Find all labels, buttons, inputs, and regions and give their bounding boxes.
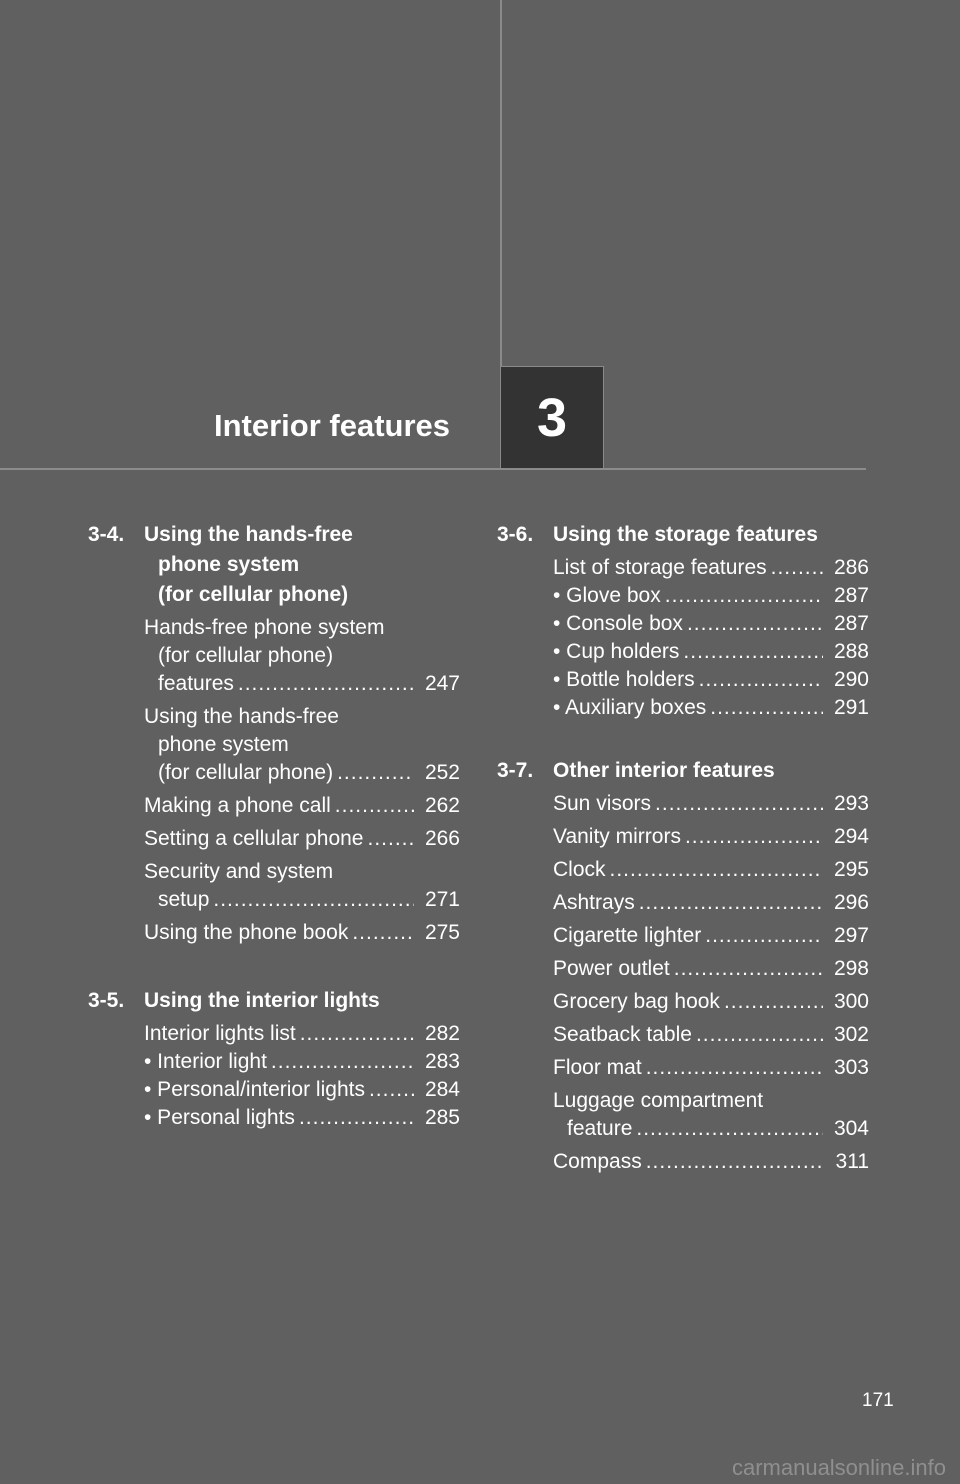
toc-entries [88, 1016, 460, 1132]
leader-dots [683, 638, 823, 666]
entry-label: Compass [553, 1150, 642, 1173]
entry-page-number: 275 [424, 921, 460, 944]
leader-dots [610, 856, 823, 884]
toc-right-column [497, 520, 869, 1181]
entry-label: Sun visors [553, 792, 652, 815]
leader-dots [646, 1148, 823, 1176]
entry-row [553, 554, 869, 582]
leader-dots [369, 1076, 414, 1104]
leader-dots [636, 1115, 823, 1143]
section-number: 3-7. [497, 759, 534, 782]
entry-page-number: 311 [835, 1150, 869, 1173]
page-number: 171 [862, 1390, 894, 1411]
toc-section [88, 986, 460, 1132]
toc-entry[interactable] [144, 858, 460, 914]
entry-label: • Personal/interior lights [144, 1078, 365, 1101]
entry-label: Cigarette lighter [553, 924, 702, 947]
entry-row [553, 694, 869, 722]
entry-page-number: 271 [424, 888, 460, 911]
entry-page-number: 302 [833, 1023, 869, 1046]
entry-page-number: 247 [424, 672, 460, 695]
toc-entry[interactable] [144, 1020, 460, 1048]
toc-entry[interactable] [553, 582, 869, 610]
entry-row [553, 1148, 869, 1176]
entry-label: • Personal lights [144, 1106, 295, 1129]
entry-label: Making a phone call [144, 794, 331, 817]
entry-page-number: 283 [424, 1050, 460, 1073]
toc-section [497, 756, 869, 1176]
entry-page-number: 297 [833, 924, 869, 947]
toc-section [497, 520, 869, 722]
entry-row [144, 919, 460, 947]
toc-entry[interactable] [144, 1048, 460, 1076]
section-heading [88, 986, 460, 1016]
entry-label: features [158, 672, 234, 695]
leader-dots [337, 759, 414, 787]
section-heading [497, 520, 869, 550]
leader-dots [646, 1054, 823, 1082]
entry-label: • Interior light [144, 1050, 267, 1073]
entry-page-number: 290 [833, 668, 869, 691]
entry-label: Floor mat [553, 1056, 642, 1079]
toc-entry[interactable] [553, 856, 869, 884]
entry-row [553, 889, 869, 917]
entry-row [144, 1020, 460, 1048]
chapter-title: Interior features [214, 408, 451, 443]
section-number: 3-4. [88, 523, 125, 546]
toc-entry[interactable] [553, 955, 869, 983]
entry-row [144, 825, 460, 853]
leader-dots [352, 919, 414, 947]
toc-entry[interactable] [553, 790, 869, 818]
entry-row [553, 988, 869, 1016]
entry-row [553, 1115, 869, 1143]
entry-row [553, 856, 869, 884]
entry-label: Setting a cellular phone [144, 827, 364, 850]
toc-entry[interactable] [553, 694, 869, 722]
toc-entry[interactable] [553, 922, 869, 950]
vertical-divider [500, 0, 502, 368]
entry-row [553, 582, 869, 610]
entry-label: (for cellular phone) [158, 761, 334, 784]
section-heading [88, 520, 460, 610]
section-title-line: Using the storage features [553, 523, 818, 546]
toc-entry[interactable] [553, 1148, 869, 1176]
watermark: carmanualsonline.info [731, 1455, 946, 1480]
toc-entry[interactable] [553, 666, 869, 694]
toc-entry[interactable] [144, 614, 460, 698]
entry-page-number: 300 [833, 990, 869, 1013]
leader-dots [299, 1104, 414, 1132]
toc-entry[interactable] [553, 554, 869, 582]
entry-page-number: 294 [833, 825, 869, 848]
entry-label: feature [567, 1117, 633, 1140]
chapter-number: 3 [536, 387, 568, 448]
entry-text-line: Luggage compartment [553, 1089, 764, 1112]
entry-page-number: 287 [833, 584, 869, 607]
entry-label: List of storage features [553, 556, 767, 579]
leader-dots [238, 670, 414, 698]
entry-label: Clock [553, 858, 606, 881]
entry-label: setup [158, 888, 210, 911]
leader-dots [699, 666, 823, 694]
toc-entry[interactable] [553, 1021, 869, 1049]
section-number: 3-5. [88, 989, 125, 1012]
entry-label: Seatback table [553, 1023, 692, 1046]
entry-label: Ashtrays [553, 891, 635, 914]
entry-row [553, 1021, 869, 1049]
toc-entry[interactable] [144, 919, 460, 947]
section-number: 3-6. [497, 523, 534, 546]
section-title [144, 520, 460, 610]
chapter-number-box [500, 366, 604, 469]
section-title [144, 986, 460, 1016]
entry-row [553, 790, 869, 818]
entry-page-number: 293 [833, 792, 869, 815]
leader-dots [705, 922, 823, 950]
leader-dots [665, 582, 823, 610]
entry-page-number: 291 [833, 696, 869, 719]
toc-entry[interactable] [553, 889, 869, 917]
leader-dots [300, 1020, 414, 1048]
entry-page-number: 295 [833, 858, 869, 881]
entry-row [144, 1104, 460, 1132]
entry-label: • Bottle holders [553, 668, 695, 691]
entry-page-number: 252 [424, 761, 460, 784]
toc-section [88, 520, 460, 947]
entry-row [144, 670, 460, 698]
leader-dots [213, 886, 414, 914]
entry-page-number: 296 [833, 891, 869, 914]
entry-label: Power outlet [553, 957, 670, 980]
header-rule [0, 468, 866, 470]
toc-entry[interactable] [144, 1076, 460, 1104]
entry-page-number: 304 [833, 1117, 869, 1140]
entry-row [144, 1076, 460, 1104]
entry-page-number: 303 [833, 1056, 869, 1079]
entry-page-number: 287 [833, 612, 869, 635]
toc-entry[interactable] [553, 823, 869, 851]
entry-text-line: Security and system [144, 860, 334, 883]
leader-dots [674, 955, 823, 983]
entry-row [553, 823, 869, 851]
entry-label: Vanity mirrors [553, 825, 681, 848]
entry-text-line: Using the hands-free [144, 705, 339, 728]
toc-entry[interactable] [553, 638, 869, 666]
entry-row [553, 955, 869, 983]
toc-entry[interactable] [144, 792, 460, 820]
toc-entry[interactable] [144, 825, 460, 853]
entry-row [144, 792, 460, 820]
entry-text-line: (for cellular phone) [158, 644, 334, 667]
section-gap [497, 722, 869, 756]
toc-entry[interactable] [144, 1104, 460, 1132]
entry-row [144, 886, 460, 914]
section-gap [88, 952, 460, 986]
leader-dots [655, 790, 823, 818]
section-title-line: Using the interior lights [144, 989, 380, 1012]
entry-row [553, 610, 869, 638]
section-title-line: phone system [158, 553, 300, 576]
leader-dots [771, 554, 823, 582]
entry-row [144, 759, 460, 787]
section-title [553, 520, 869, 550]
entry-page-number: 262 [424, 794, 460, 817]
entry-row [553, 638, 869, 666]
entry-label: • Cup holders [553, 640, 680, 663]
entry-page-number: 286 [833, 556, 869, 579]
section-heading [497, 756, 869, 786]
toc-entry[interactable] [144, 703, 460, 787]
toc-entries [497, 550, 869, 722]
leader-dots [639, 889, 823, 917]
toc-entry[interactable] [553, 1054, 869, 1082]
toc-entry[interactable] [553, 1087, 869, 1143]
entry-label: Interior lights list [144, 1022, 296, 1045]
entry-label: • Console box [553, 612, 683, 635]
leader-dots [724, 988, 823, 1016]
entry-page-number: 285 [424, 1106, 460, 1129]
entry-row [144, 1048, 460, 1076]
entry-page-number: 298 [833, 957, 869, 980]
section-title [553, 756, 869, 786]
toc-entries [88, 610, 460, 947]
toc-entries [497, 786, 869, 1176]
entry-text-line: phone system [158, 733, 289, 756]
toc-entry[interactable] [553, 610, 869, 638]
leader-dots [710, 694, 823, 722]
leader-dots [687, 610, 823, 638]
leader-dots [335, 792, 414, 820]
entry-page-number: 266 [424, 827, 460, 850]
entry-row [553, 1054, 869, 1082]
entry-row [553, 666, 869, 694]
section-title-line: Using the hands-free [144, 523, 353, 546]
leader-dots [368, 825, 415, 853]
toc-left-column [88, 520, 460, 1132]
entry-page-number: 288 [833, 640, 869, 663]
entry-label: Using the phone book [144, 921, 349, 944]
entry-label: • Auxiliary boxes [553, 696, 707, 719]
entry-text-line: Hands-free phone system [144, 616, 385, 639]
entry-page-number: 282 [424, 1022, 460, 1045]
entry-row [553, 922, 869, 950]
leader-dots [271, 1048, 414, 1076]
entry-page-number: 284 [424, 1078, 460, 1101]
toc-entry[interactable] [553, 988, 869, 1016]
section-title-line: Other interior features [553, 759, 775, 782]
leader-dots [696, 1021, 823, 1049]
section-title-line: (for cellular phone) [158, 583, 349, 606]
entry-label: Grocery bag hook [553, 990, 720, 1013]
entry-label: • Glove box [553, 584, 661, 607]
leader-dots [685, 823, 823, 851]
